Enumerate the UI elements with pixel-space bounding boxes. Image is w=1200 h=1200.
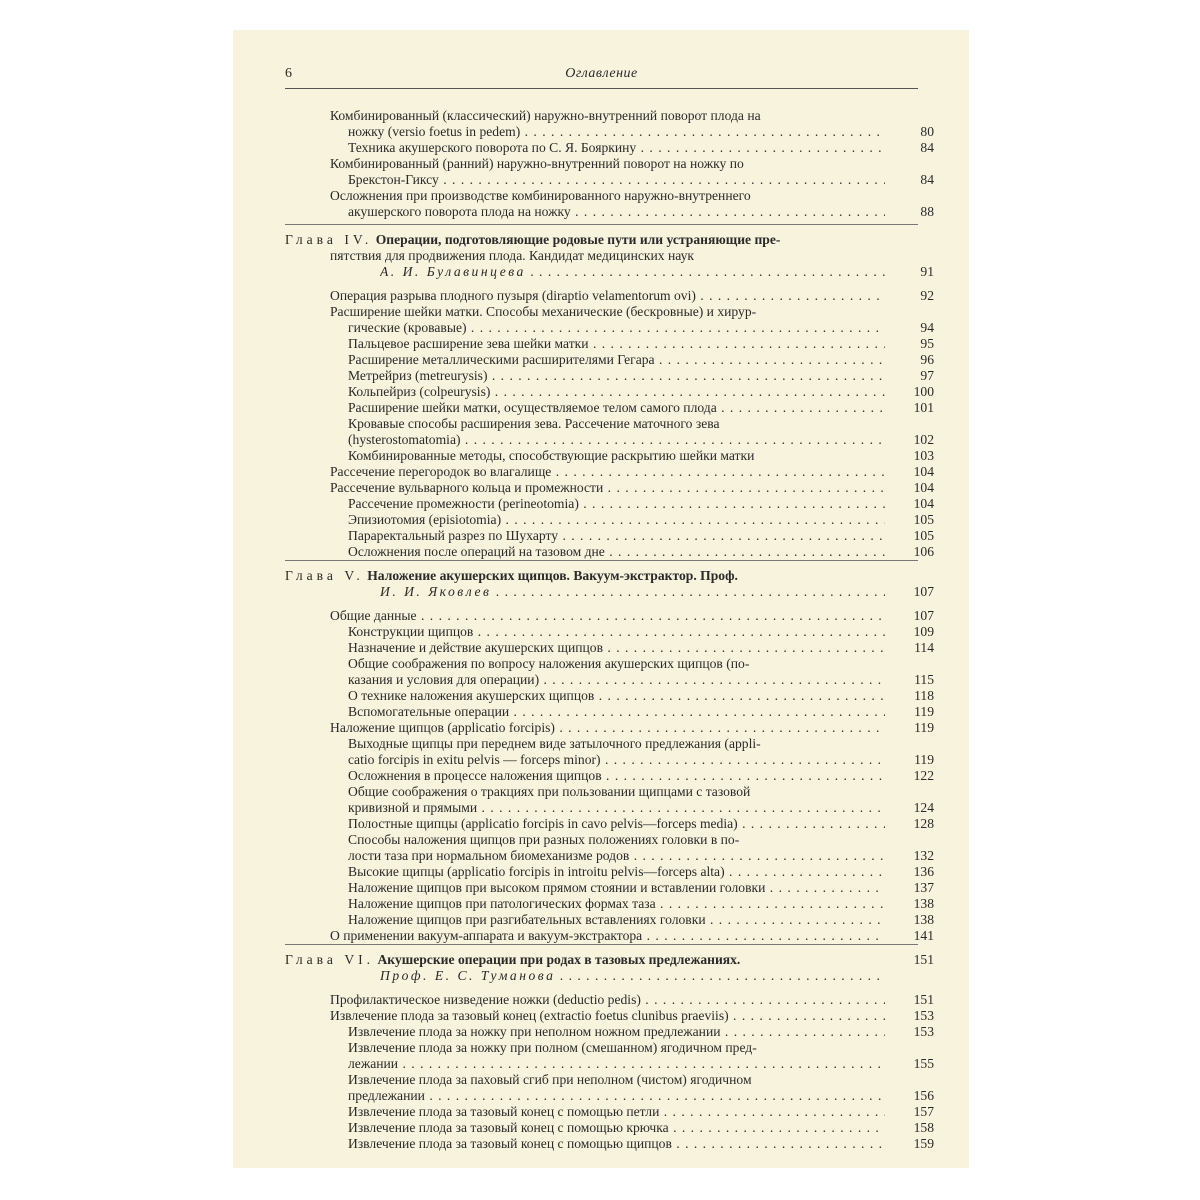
toc-entry-text: Наложение щипцов (applicatio forcipis) — [330, 720, 555, 735]
toc-entry-text: Комбинированные методы, способствующие раскрытию шейки матки — [348, 448, 755, 463]
toc-page-number: 119 — [914, 720, 934, 735]
toc-entry — [330, 156, 885, 172]
toc-page-number: 122 — [913, 768, 934, 783]
toc-entry — [348, 672, 885, 688]
toc-entry — [330, 288, 885, 304]
toc-entry — [330, 928, 885, 944]
chapter-divider — [285, 944, 918, 945]
toc-entry — [348, 704, 885, 720]
toc-entry-text: Выходные щипцы при переднем виде затылочного предлежания (appli- — [348, 736, 761, 751]
toc-entry — [330, 108, 885, 124]
toc-entry — [348, 416, 885, 432]
toc-entry — [348, 496, 885, 512]
toc-page-number: 91 — [920, 264, 934, 279]
toc-entry — [348, 140, 885, 156]
page-number: 6 — [285, 66, 292, 81]
toc-page-number: 155 — [913, 1056, 934, 1071]
toc-entry — [348, 1136, 885, 1152]
toc-entry-text: Рассечение перегородок во влагалище — [330, 464, 552, 479]
chapter-divider — [285, 224, 918, 225]
toc-entry — [348, 768, 885, 784]
toc-page-number: 124 — [913, 800, 934, 815]
toc-entry — [348, 384, 885, 400]
toc-page-number: 105 — [913, 512, 934, 527]
toc-entry-text: Осложнения при производстве комбинированного наружно-внутреннего — [330, 188, 751, 203]
toc-entry — [348, 320, 885, 336]
toc-entry-text: Общие соображения о тракциях при пользовании щипцами с тазовой — [348, 784, 751, 799]
toc-chapter-entry — [285, 952, 885, 968]
toc-entry — [348, 432, 885, 448]
toc-entry-text: catio forcipis in exitu pelvis — forceps minor) — [348, 752, 601, 767]
toc-entry — [348, 656, 885, 672]
toc-entry-text: Общие данные — [330, 608, 417, 623]
toc-page-number: 153 — [913, 1008, 934, 1023]
toc-entry-text: Операции, подготовляющие родовые пути или устраняющие пре- — [375, 232, 781, 247]
toc-page-number: 114 — [914, 640, 934, 655]
toc-entry — [348, 1120, 885, 1136]
toc-entry-text: Пальцевое расширение зева шейки матки — [348, 336, 589, 351]
toc-entry — [348, 204, 885, 220]
toc-entry — [348, 640, 885, 656]
toc-page-number: 118 — [914, 688, 934, 703]
toc-page-number: 106 — [913, 544, 934, 559]
toc-entry-text: Высокие щипцы (applicatio forcipis in introitu pelvis—forceps alta) — [348, 864, 725, 879]
toc-entry-text: Вспомогательные операции — [348, 704, 510, 719]
toc-page-number: 88 — [920, 204, 934, 219]
toc-entry — [348, 1024, 885, 1040]
toc-entry-text: Профилактическое низведение ножки (deductio pedis) — [330, 992, 641, 1007]
toc-entry — [348, 736, 885, 752]
toc-page-number: 107 — [913, 608, 934, 623]
toc-entry — [348, 832, 885, 848]
toc-entry — [348, 1072, 885, 1088]
toc-entry-text: Извлечение плода за тазовый конец с помощью крючка — [348, 1120, 669, 1135]
toc-entry-text: Кольпейриз (colpeurysis) — [348, 384, 491, 399]
toc-entry-text: О применении вакуум-аппарата и вакуум-экстрактора — [330, 928, 643, 943]
toc-entry — [380, 968, 885, 984]
toc-entry-text: акушерского поворота плода на ножку — [348, 204, 571, 219]
toc-page-number: 104 — [913, 480, 934, 495]
toc-entry-text: Метрейриз (metreurysis) — [348, 368, 488, 383]
toc-entry — [330, 304, 885, 320]
chapter-label: Глава V. — [285, 568, 364, 583]
toc-page-number: 157 — [913, 1104, 934, 1119]
chapter-label: Глава VI. — [285, 952, 375, 967]
toc-page-number: 102 — [913, 432, 934, 447]
toc-chapter-entry — [285, 232, 885, 248]
toc-page-number: 128 — [913, 816, 934, 831]
toc-entry — [330, 464, 885, 480]
toc-page-number: 119 — [914, 704, 934, 719]
toc-page-number: 107 — [913, 584, 934, 599]
toc-entry — [348, 912, 885, 928]
toc-entry-text: ножку (versio foetus in pedem) — [348, 124, 521, 139]
toc-entry — [348, 124, 885, 140]
toc-entry-text: Осложнения после операций на тазовом дне — [348, 544, 605, 559]
toc-page-number: 101 — [913, 400, 934, 415]
toc-entry — [348, 784, 885, 800]
toc-page-number: 137 — [913, 880, 934, 895]
toc-page-number: 132 — [913, 848, 934, 863]
toc-entry-text: Рассечение промежности (perineotomia) — [348, 496, 579, 511]
toc-entry-text: Расширение шейки матки, осуществляемое телом самого плода — [348, 400, 717, 415]
toc-entry-text: Извлечение плода за тазовый конец с помощью петли — [348, 1104, 660, 1119]
toc-entry — [348, 172, 885, 188]
toc-entry — [348, 528, 885, 544]
toc-page-number: 151 — [913, 952, 934, 967]
toc-chapter-entry — [285, 568, 885, 584]
toc-entry-text: казания и условия для операции) — [348, 672, 540, 687]
toc-entry-text: Осложнения в процессе наложения щипцов — [348, 768, 602, 783]
toc-entry-text: лежании — [348, 1056, 399, 1071]
toc-page-number: 94 — [920, 320, 934, 335]
toc-entry-text: (hysterostomatomia) — [348, 432, 461, 447]
toc-page-number: 158 — [913, 1120, 934, 1135]
toc-entry — [348, 448, 885, 464]
toc-entry — [348, 544, 885, 560]
toc-entry-text: Назначение и действие акушерских щипцов — [348, 640, 603, 655]
toc-entry-text: Техника акушерского поворота по С. Я. Бояркину — [348, 140, 637, 155]
toc-entry-text: Расширение металлическими расширителями Гегара — [348, 352, 655, 367]
toc-entry — [330, 720, 885, 736]
toc-entry — [330, 1008, 885, 1024]
running-title: Оглавление — [565, 66, 638, 81]
toc-entry-text: Комбинированный (классический) наружно-внутренний поворот плода на — [330, 108, 761, 123]
toc-entry — [348, 400, 885, 416]
toc-page-number: 136 — [913, 864, 934, 879]
toc-page-number: 105 — [913, 528, 934, 543]
toc-page-number: 119 — [914, 752, 934, 767]
toc-page-number: 96 — [920, 352, 934, 367]
toc-entry-text: Комбинированный (ранний) наружно-внутренний поворот на ножку по — [330, 156, 744, 171]
toc-page-number: 103 — [913, 448, 934, 463]
toc-entry-text: Извлечение плода за ножку при неполном ножном предлежании — [348, 1024, 721, 1039]
toc-entry — [330, 992, 885, 1008]
toc-entry — [348, 800, 885, 816]
toc-entry — [330, 608, 885, 624]
toc-entry-text: Конструкции щипцов — [348, 624, 474, 639]
toc-entry-text: Наложение щипцов при патологических формах таза — [348, 896, 656, 911]
toc-entry — [348, 864, 885, 880]
toc-page-number: 104 — [913, 496, 934, 511]
toc-entry-text: Наложение акушерских щипцов. Вакуум-экстрактор. Проф. — [367, 568, 738, 583]
toc-entry — [348, 1088, 885, 1104]
toc-page-number: 84 — [920, 172, 934, 187]
chapter-label: Глава IV. — [285, 232, 373, 247]
toc-entry-text: Эпизиотомия (episiotomia) — [348, 512, 502, 527]
toc-page-number: 80 — [920, 124, 934, 139]
toc-page-number: 104 — [913, 464, 934, 479]
toc-entry — [330, 188, 885, 204]
toc-entry-text: лости таза при нормальном биомеханизме родов — [348, 848, 630, 863]
toc-entry — [348, 1040, 885, 1056]
toc-entry — [348, 336, 885, 352]
toc-entry-text: Извлечение плода за тазовый конец с помощью щипцов — [348, 1136, 672, 1151]
toc-page-number: 115 — [914, 672, 934, 687]
toc-entry-text: Способы наложения щипцов при разных положениях головки в по- — [348, 832, 740, 847]
toc-entry — [348, 352, 885, 368]
toc-page-number: 84 — [920, 140, 934, 155]
toc-entry-text: Общие соображения по вопросу наложения акушерских щипцов (по- — [348, 656, 750, 671]
toc-entry-text: Расширение шейки матки. Способы механические (бескровные) и хирур- — [330, 304, 757, 319]
toc-entry-text: А. И. Булавинцева — [380, 264, 526, 279]
toc-page-number: 156 — [913, 1088, 934, 1103]
toc-page-number: 92 — [920, 288, 934, 303]
toc-entry — [348, 896, 885, 912]
running-header — [285, 64, 918, 89]
toc-page-number: 159 — [913, 1136, 934, 1151]
toc-entry-text: кривизной и прямыми — [348, 800, 478, 815]
toc-entry-text: Параректальный разрез по Шухарту — [348, 528, 559, 543]
toc-entry-text: Наложение щипцов при высоком прямом стоянии и вставлении головки — [348, 880, 766, 895]
toc-entry-text: О технике наложения акушерских щипцов — [348, 688, 595, 703]
toc-entry-text: Полостные щипцы (applicatio forcipis in cavo pelvis—forceps media) — [348, 816, 738, 831]
toc-page-number: 138 — [913, 912, 934, 927]
chapter-divider — [285, 560, 918, 561]
toc-entry-text: Проф. Е. С. Туманова — [380, 968, 556, 983]
toc-entry-text: Извлечение плода за паховый сгиб при неполном (чистом) ягодичном — [348, 1072, 752, 1087]
toc-entry-text: Кровавые способы расширения зева. Рассечение маточного зева — [348, 416, 720, 431]
toc-entry — [348, 688, 885, 704]
toc-entry-text: гические (кровавые) — [348, 320, 467, 335]
toc-entry-text: И. И. Яковлев — [380, 584, 492, 599]
toc-entry — [348, 368, 885, 384]
toc-page-number: 151 — [913, 992, 934, 1007]
toc-entry — [330, 248, 885, 264]
toc-entry-text: Акушерские операции при родах в тазовых предлежаниях. — [377, 952, 741, 967]
toc-entry-text: пятствия для продвижения плода. Кандидат медицинских наук — [330, 248, 694, 263]
toc-entry — [348, 816, 885, 832]
toc-entry-text: Извлечение плода за тазовый конец (extractio foetus clunibus praeviis) — [330, 1008, 729, 1023]
toc-entry — [380, 584, 885, 600]
toc-entry — [348, 512, 885, 528]
toc-entry — [348, 624, 885, 640]
toc-entry — [330, 480, 885, 496]
toc-entry-text: Извлечение плода за ножку при полном (смешанном) ягодичном пред- — [348, 1040, 757, 1055]
toc-entry — [348, 848, 885, 864]
toc-entry — [348, 752, 885, 768]
toc-page-number: 95 — [920, 336, 934, 351]
toc-page-number: 153 — [913, 1024, 934, 1039]
toc-page-number: 141 — [913, 928, 934, 943]
toc-page-number: 100 — [913, 384, 934, 399]
toc-page-number: 109 — [913, 624, 934, 639]
toc-page-number: 97 — [920, 368, 934, 383]
toc-entry — [348, 1056, 885, 1072]
toc-entry-text: Рассечение вульварного кольца и промежности — [330, 480, 604, 495]
toc-entry-text: Наложение щипцов при разгибательных вставлениях головки — [348, 912, 706, 927]
toc-page-number: 138 — [913, 896, 934, 911]
toc-entry — [348, 1104, 885, 1120]
toc-entry-text: Операция разрыва плодного пузыря (diraptio velamentorum ovi) — [330, 288, 696, 303]
toc-entry-text: предлежании — [348, 1088, 425, 1103]
toc-entry — [380, 264, 885, 280]
toc-entry-text: Брекстон-Гиксу — [348, 172, 439, 187]
toc-entry — [348, 880, 885, 896]
